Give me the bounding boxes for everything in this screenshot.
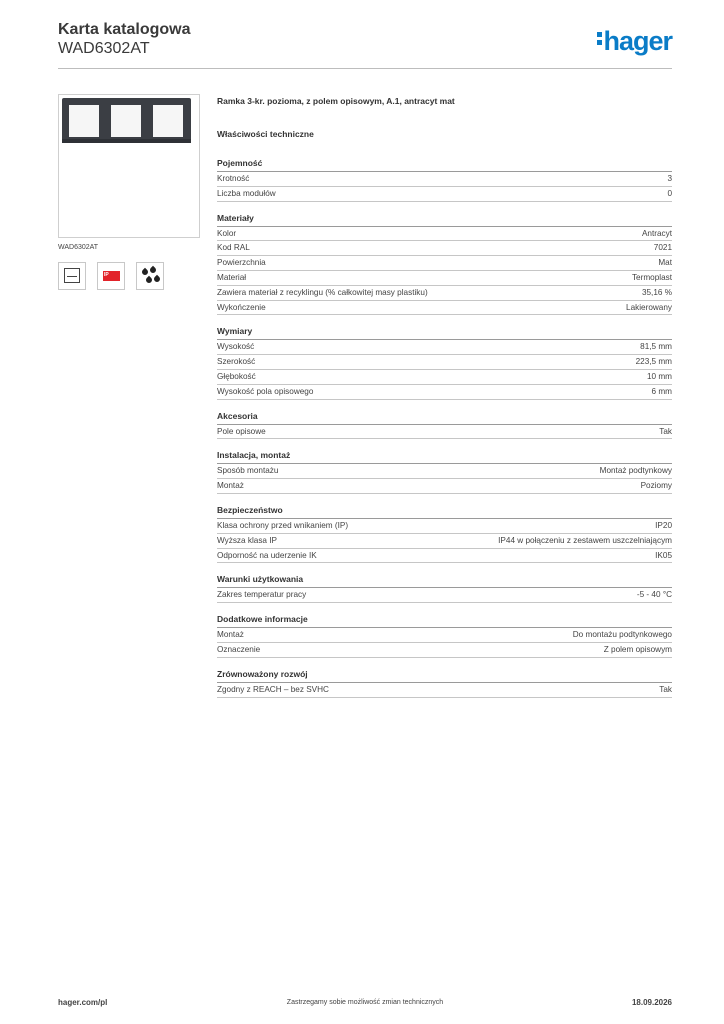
section-title: Dodatkowe informacje [217,614,672,628]
section-title: Akcesoria [217,411,672,425]
spec-row [217,464,672,479]
spec-row [217,588,672,603]
spec-sections [217,158,672,698]
spec-row [217,340,672,355]
spec-row [217,172,672,187]
technical-properties-title: Właściwości techniczne [217,129,314,139]
spec-label: Montaż [217,630,244,640]
spec-row [217,549,672,564]
spec-row [217,479,672,494]
spec-label: Szerokość [217,357,256,367]
spec-section [217,213,672,316]
spec-value: Do montażu podtynkowego [572,630,672,640]
spec-row [217,519,672,534]
spec-label: Klasa ochrony przed wnikaniem (IP) [217,520,349,530]
spec-row [217,628,672,643]
section-title: Wymiary [217,326,672,340]
spec-row [217,643,672,658]
spec-value: IP44 w połączeniu z zestawem uszczelniającym [498,535,672,545]
spec-row [217,534,672,549]
spec-row [217,683,672,698]
spec-label: Głębokość [217,371,256,381]
spec-value: Tak [659,426,672,436]
spec-row [217,227,672,242]
water-drops-icon [136,262,164,290]
spec-label: Zgodny z REACH – bez SVHC [217,684,329,694]
spec-value: 223,5 mm [635,357,672,367]
spec-label: Krotność [217,174,250,183]
spec-value: 10 mm [646,371,672,381]
spec-section [217,411,672,440]
section-title: Materiały [217,213,672,227]
spec-value: Montaż podtynkowy [599,466,672,476]
spec-label: Kolor [217,228,237,238]
spec-section [217,158,672,202]
spec-value: 6 mm [651,386,672,396]
section-title: Instalacja, montaż [217,450,672,464]
spec-value: Poziomy [640,481,672,491]
spec-section [217,669,672,698]
spec-value: 35,16 % [641,287,672,297]
footer-date: 18.09.2026 [631,998,672,1007]
spec-label: Liczba modułów [217,188,276,198]
spec-label: Oznaczenie [217,644,261,654]
spec-section [217,574,672,603]
spec-label: Sposób montażu [217,466,279,476]
spec-value: 3 [667,174,672,183]
spec-section [217,614,672,658]
spec-label: Powierzchnia [217,258,266,268]
spec-value: Antracyt [641,228,672,238]
spec-value: Z polem opisowym [603,644,672,654]
logo-colon-icon [597,29,603,48]
section-title: Zrównoważony rozwój [217,669,672,683]
spec-value: -5 - 40 °C [636,590,672,600]
spec-label: Montaż [217,481,244,491]
spec-label: Zawiera materiał z recyklingu (% całkowitej masy plastiku) [217,287,428,297]
spec-row [217,301,672,316]
spec-value: IK05 [655,550,672,560]
section-title: Pojemność [217,158,672,172]
spec-row [217,256,672,271]
spec-section [217,505,672,563]
spec-row [217,271,672,286]
badge-text: IP [104,272,109,278]
spec-value: Tak [659,684,672,694]
spec-row [217,241,672,256]
spec-row [217,370,672,385]
footer-website[interactable]: hager.com/pl [58,998,108,1007]
footer-notice: Zastrzegamy sobie możliwość zmian technicznych [286,999,444,1006]
spec-value: IP20 [655,520,672,530]
spec-label: Kod RAL [217,243,250,253]
hager-logo [597,26,672,56]
product-description: Ramka 3-kr. pozioma, z polem opisowym, A.1, antracyt mat [217,96,455,106]
spec-label: Materiał [217,272,247,282]
spec-value: Lakierowany [626,302,672,312]
spec-value: 7021 [653,243,672,253]
section-title: Bezpieczeństwo [217,505,672,519]
spec-label: Wykończenie [217,302,266,312]
frame-illustration [62,98,191,142]
product-image-caption: WAD6302AT [58,244,99,251]
spec-value: Termoplast [631,272,672,282]
spec-section [217,326,672,399]
product-code: WAD6302AT [58,40,150,57]
spec-row [217,355,672,370]
spec-section [217,450,672,494]
label-field-icon [58,262,86,290]
spec-label: Wysokość [217,342,255,352]
spec-label: Zakres temperatur pracy [217,590,307,600]
spec-label: Wysokość pola opisowego [217,386,314,396]
spec-label: Odporność na uderzenie IK [217,550,317,560]
spec-value: 0 [667,188,672,198]
spec-row [217,286,672,301]
spec-value: Mat [658,258,672,268]
spec-label: Wyższa klasa IP [217,535,277,545]
ip-rating-badge-icon [97,262,125,290]
header-divider [58,68,672,69]
document-header [58,20,190,58]
section-title: Warunki użytkowania [217,574,672,588]
product-image [58,94,200,238]
spec-label: Pole opisowe [217,426,266,436]
logo-text: hager [603,26,672,56]
main-content [217,96,672,709]
spec-row [217,187,672,202]
document-title: Karta katalogowa [58,21,191,38]
spec-row [217,425,672,440]
spec-row [217,385,672,400]
spec-value: 81,5 mm [640,342,672,352]
